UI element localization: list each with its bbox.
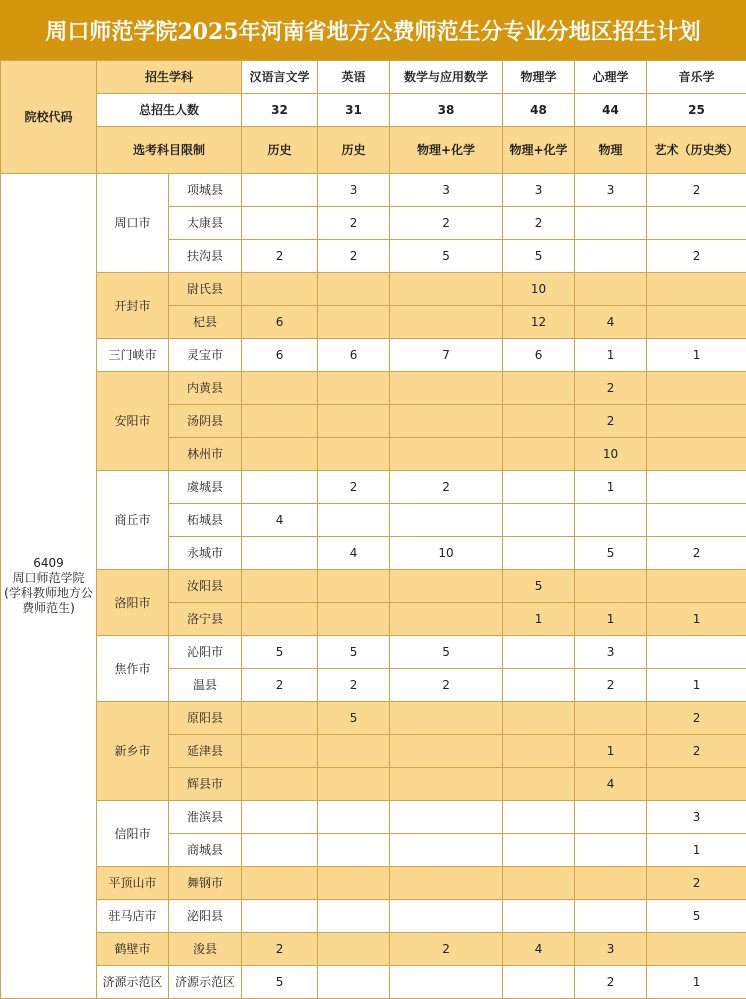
quota-cell	[503, 471, 575, 504]
quota-cell: 5	[647, 900, 746, 933]
quota-cell	[647, 933, 746, 966]
county-cell: 洛宁县	[169, 603, 242, 636]
quota-cell	[390, 603, 503, 636]
quota-cell	[242, 273, 318, 306]
quota-cell	[242, 768, 318, 801]
quota-cell: 2	[647, 867, 746, 900]
quota-cell: 4	[575, 768, 647, 801]
quota-cell: 3	[575, 933, 647, 966]
city-cell: 驻马店市	[97, 900, 169, 933]
table-row	[1, 966, 746, 999]
total-value: 31	[318, 94, 390, 127]
subject-name: 心理学	[575, 61, 647, 94]
quota-cell	[318, 504, 390, 537]
county-cell: 林州市	[169, 438, 242, 471]
table-row	[1, 471, 746, 504]
quota-cell: 3	[318, 174, 390, 207]
quota-cell: 10	[390, 537, 503, 570]
county-cell: 扶沟县	[169, 240, 242, 273]
quota-cell	[390, 900, 503, 933]
quota-cell	[242, 537, 318, 570]
quota-cell	[242, 801, 318, 834]
quota-cell	[503, 702, 575, 735]
quota-cell: 6	[242, 339, 318, 372]
quota-cell	[647, 504, 746, 537]
quota-cell	[647, 405, 746, 438]
table-row	[1, 867, 746, 900]
quota-cell: 7	[390, 339, 503, 372]
table-row	[1, 570, 746, 603]
quota-cell	[390, 966, 503, 999]
quota-cell	[503, 537, 575, 570]
quota-cell	[390, 438, 503, 471]
county-cell: 虞城县	[169, 471, 242, 504]
quota-cell: 2	[647, 240, 746, 273]
subject-header-row	[1, 61, 746, 94]
quota-cell	[503, 735, 575, 768]
city-cell: 安阳市	[97, 372, 169, 471]
quota-cell: 3	[503, 174, 575, 207]
table-row	[1, 900, 746, 933]
quota-cell: 1	[575, 471, 647, 504]
quota-cell	[318, 900, 390, 933]
quota-cell	[242, 471, 318, 504]
table-row	[1, 933, 746, 966]
quota-cell	[390, 702, 503, 735]
county-cell: 永城市	[169, 537, 242, 570]
quota-cell: 12	[503, 306, 575, 339]
quota-cell	[390, 735, 503, 768]
quota-cell: 2	[575, 405, 647, 438]
city-cell: 三门峡市	[97, 339, 169, 372]
code-header: 院校代码	[1, 61, 97, 174]
school-note: (学科教师地方公费师范生)	[1, 586, 96, 616]
quota-cell	[647, 273, 746, 306]
table-row	[1, 174, 746, 207]
quota-cell: 1	[575, 735, 647, 768]
quota-cell: 2	[647, 537, 746, 570]
quota-cell: 2	[575, 966, 647, 999]
quota-cell	[318, 570, 390, 603]
county-cell: 灵宝市	[169, 339, 242, 372]
quota-cell: 2	[318, 471, 390, 504]
quota-cell	[318, 438, 390, 471]
city-cell: 济源示范区	[97, 966, 169, 999]
quota-cell	[647, 438, 746, 471]
quota-cell	[242, 702, 318, 735]
quota-cell	[318, 405, 390, 438]
quota-cell	[575, 570, 647, 603]
enrollment-table	[0, 60, 746, 999]
city-cell: 焦作市	[97, 636, 169, 702]
school-cell	[1, 174, 97, 999]
county-cell: 尉氏县	[169, 273, 242, 306]
quota-cell	[318, 966, 390, 999]
county-cell: 商城县	[169, 834, 242, 867]
quota-cell: 2	[318, 669, 390, 702]
requirement-header-row	[1, 127, 746, 174]
quota-cell: 4	[318, 537, 390, 570]
quota-cell	[242, 438, 318, 471]
quota-cell: 5	[503, 240, 575, 273]
quota-cell: 2	[575, 669, 647, 702]
quota-cell: 1	[575, 339, 647, 372]
quota-cell	[390, 306, 503, 339]
quota-cell: 2	[318, 240, 390, 273]
quota-cell: 2	[647, 735, 746, 768]
quota-cell	[647, 207, 746, 240]
quota-cell	[503, 669, 575, 702]
county-cell: 原阳县	[169, 702, 242, 735]
quota-cell: 2	[242, 933, 318, 966]
quota-cell: 5	[390, 636, 503, 669]
quota-cell	[503, 438, 575, 471]
quota-cell	[390, 768, 503, 801]
quota-cell	[575, 504, 647, 537]
subject-name: 英语	[318, 61, 390, 94]
city-cell: 鹤壁市	[97, 933, 169, 966]
quota-cell: 5	[318, 702, 390, 735]
city-cell: 信阳市	[97, 801, 169, 867]
quota-cell: 2	[503, 207, 575, 240]
quota-cell	[575, 834, 647, 867]
quota-cell: 1	[647, 966, 746, 999]
quota-cell: 3	[575, 636, 647, 669]
quota-cell: 5	[390, 240, 503, 273]
quota-cell	[575, 702, 647, 735]
county-cell: 内黄县	[169, 372, 242, 405]
subject-name: 音乐学	[647, 61, 746, 94]
quota-cell: 2	[318, 207, 390, 240]
county-cell: 项城县	[169, 174, 242, 207]
county-cell: 辉县市	[169, 768, 242, 801]
requirement-value: 物理+化学	[503, 127, 575, 174]
total-label: 总招生人数	[97, 94, 242, 127]
quota-cell	[647, 372, 746, 405]
quota-cell	[503, 834, 575, 867]
county-cell: 泌阳县	[169, 900, 242, 933]
quota-cell: 6	[503, 339, 575, 372]
quota-cell	[318, 603, 390, 636]
county-cell: 沁阳市	[169, 636, 242, 669]
requirement-label: 选考科目限制	[97, 127, 242, 174]
county-cell: 延津县	[169, 735, 242, 768]
quota-cell: 6	[318, 339, 390, 372]
requirement-value: 艺术（历史类）	[647, 127, 746, 174]
quota-cell	[318, 372, 390, 405]
quota-cell: 5	[503, 570, 575, 603]
quota-cell	[390, 834, 503, 867]
total-value: 48	[503, 94, 575, 127]
quota-cell	[242, 867, 318, 900]
quota-cell	[503, 900, 575, 933]
quota-cell: 10	[575, 438, 647, 471]
quota-cell	[242, 570, 318, 603]
county-cell: 济源示范区	[169, 966, 242, 999]
table-row	[1, 801, 746, 834]
quota-cell: 2	[390, 207, 503, 240]
quota-cell: 2	[575, 372, 647, 405]
table-row	[1, 273, 746, 306]
county-cell: 舞钢市	[169, 867, 242, 900]
county-cell: 杞县	[169, 306, 242, 339]
quota-cell	[390, 504, 503, 537]
quota-cell: 2	[390, 669, 503, 702]
page-title: 周口师范学院2025年河南省地方公费师范生分专业分地区招生计划	[0, 0, 746, 60]
quota-cell	[575, 273, 647, 306]
quota-cell	[575, 207, 647, 240]
quota-cell: 2	[242, 240, 318, 273]
quota-cell: 4	[242, 504, 318, 537]
quota-cell	[575, 801, 647, 834]
subject-name: 汉语言文学	[242, 61, 318, 94]
quota-cell: 3	[390, 174, 503, 207]
quota-cell: 4	[575, 306, 647, 339]
county-cell: 淮滨县	[169, 801, 242, 834]
city-cell: 洛阳市	[97, 570, 169, 636]
quota-cell: 1	[647, 339, 746, 372]
county-cell: 温县	[169, 669, 242, 702]
quota-cell	[647, 636, 746, 669]
quota-cell	[318, 735, 390, 768]
city-cell: 新乡市	[97, 702, 169, 801]
quota-cell	[318, 273, 390, 306]
requirement-value: 物理+化学	[390, 127, 503, 174]
subject-label: 招生学科	[97, 61, 242, 94]
quota-cell: 1	[647, 834, 746, 867]
quota-cell	[318, 306, 390, 339]
quota-cell	[242, 405, 318, 438]
quota-cell	[503, 636, 575, 669]
total-header-row	[1, 94, 746, 127]
quota-cell: 3	[575, 174, 647, 207]
table-row	[1, 636, 746, 669]
quota-cell	[318, 867, 390, 900]
county-cell: 汝阳县	[169, 570, 242, 603]
quota-cell	[647, 471, 746, 504]
quota-cell	[318, 801, 390, 834]
table-row	[1, 372, 746, 405]
quota-cell	[503, 372, 575, 405]
quota-cell	[575, 867, 647, 900]
quota-cell: 3	[647, 801, 746, 834]
quota-cell: 2	[647, 702, 746, 735]
quota-cell	[242, 900, 318, 933]
quota-cell: 1	[647, 669, 746, 702]
quota-cell: 2	[390, 933, 503, 966]
quota-cell: 1	[647, 603, 746, 636]
quota-cell	[503, 867, 575, 900]
quota-cell	[503, 768, 575, 801]
city-cell: 平顶山市	[97, 867, 169, 900]
quota-cell: 10	[503, 273, 575, 306]
quota-cell	[503, 801, 575, 834]
quota-cell: 2	[647, 174, 746, 207]
quota-cell	[242, 735, 318, 768]
total-value: 25	[647, 94, 746, 127]
quota-cell	[390, 405, 503, 438]
quota-cell	[318, 768, 390, 801]
quota-cell	[647, 768, 746, 801]
total-value: 32	[242, 94, 318, 127]
quota-cell: 4	[503, 933, 575, 966]
quota-cell	[242, 174, 318, 207]
quota-cell	[390, 273, 503, 306]
county-cell: 浚县	[169, 933, 242, 966]
quota-cell	[647, 570, 746, 603]
quota-cell	[390, 372, 503, 405]
table-row	[1, 702, 746, 735]
requirement-value: 历史	[318, 127, 390, 174]
quota-cell	[390, 867, 503, 900]
quota-cell: 2	[390, 471, 503, 504]
school-code: 6409	[1, 556, 96, 571]
quota-cell: 2	[242, 669, 318, 702]
school-name: 周口师范学院	[1, 571, 96, 586]
city-cell: 商丘市	[97, 471, 169, 570]
quota-cell	[647, 306, 746, 339]
quota-cell: 5	[318, 636, 390, 669]
city-cell: 周口市	[97, 174, 169, 273]
quota-cell	[390, 801, 503, 834]
county-cell: 柘城县	[169, 504, 242, 537]
requirement-value: 物理	[575, 127, 647, 174]
subject-name: 物理学	[503, 61, 575, 94]
quota-cell: 5	[242, 966, 318, 999]
subject-name: 数学与应用数学	[390, 61, 503, 94]
quota-cell	[503, 966, 575, 999]
quota-cell	[242, 603, 318, 636]
quota-cell: 5	[575, 537, 647, 570]
quota-cell	[503, 504, 575, 537]
quota-cell: 6	[242, 306, 318, 339]
quota-cell	[318, 834, 390, 867]
table-row	[1, 339, 746, 372]
quota-cell	[575, 240, 647, 273]
total-value: 44	[575, 94, 647, 127]
quota-cell	[242, 207, 318, 240]
quota-cell	[575, 900, 647, 933]
quota-cell	[318, 933, 390, 966]
quota-cell	[242, 372, 318, 405]
quota-cell: 5	[242, 636, 318, 669]
quota-cell	[390, 570, 503, 603]
city-cell: 开封市	[97, 273, 169, 339]
quota-cell: 1	[503, 603, 575, 636]
quota-cell	[503, 405, 575, 438]
quota-cell: 1	[575, 603, 647, 636]
requirement-value: 历史	[242, 127, 318, 174]
quota-cell	[242, 834, 318, 867]
county-cell: 太康县	[169, 207, 242, 240]
county-cell: 汤阴县	[169, 405, 242, 438]
total-value: 38	[390, 94, 503, 127]
